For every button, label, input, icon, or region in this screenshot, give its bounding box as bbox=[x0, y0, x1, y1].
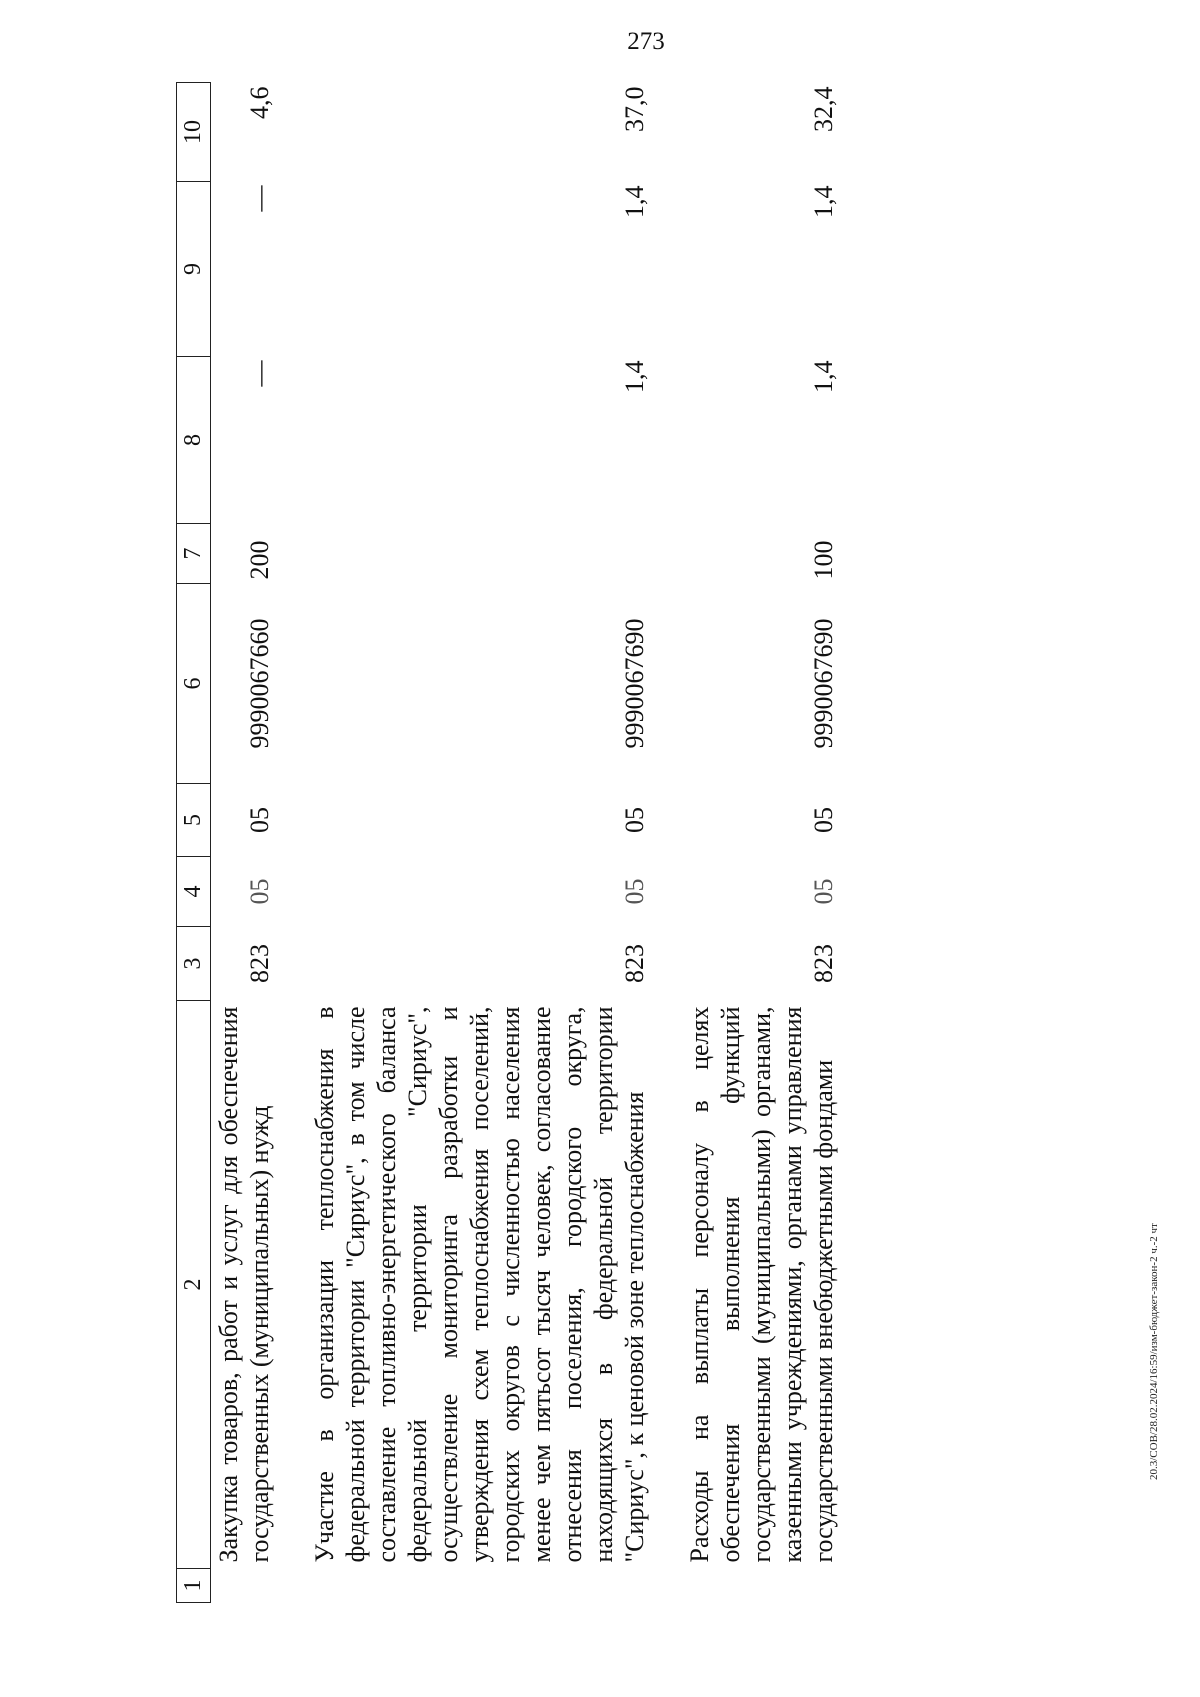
amount-col10: 37,0 bbox=[620, 86, 649, 132]
column-number: 8 bbox=[177, 357, 211, 524]
section-code: 05 bbox=[809, 878, 838, 905]
subsection-code: 05 bbox=[809, 807, 838, 833]
amount-col8: — bbox=[245, 360, 274, 387]
amount-col9: — bbox=[245, 185, 274, 212]
subsection-code: 05 bbox=[245, 807, 274, 833]
amount-col8: 1,4 bbox=[620, 360, 649, 393]
amount-col9: 1,4 bbox=[620, 185, 649, 218]
column-number: 3 bbox=[177, 927, 211, 1001]
column-number: 4 bbox=[177, 857, 211, 927]
row-description: Закупка товаров, работ и услуг для обеспечения государственных (муниципальных) нужд bbox=[214, 1006, 274, 1563]
amount-col10: 4,6 bbox=[245, 86, 274, 119]
table-row bbox=[211, 83, 276, 1603]
row-description: Участие в организации теплоснабжения в федеральной территории "Сириус", в том числе составление топливно-энергетического баланса федеральной территории "Сириус", осуществление мониторинга разработки и утверждения схем теплоснабжения поселений, городских округов с численностью населения менее чем пятьсот тысяч человек, согласование отнесения поселения, городского округа, находящихся в федеральной территории "Сириус", к ценовой зоне теплоснабжения bbox=[310, 1006, 649, 1563]
document-footer-code: 20.3/СОВ/28.02.2024/16:59/изм-бюджет-закон-2 ч.-2 чт bbox=[1148, 1223, 1160, 1480]
column-number: 2 bbox=[177, 1001, 211, 1569]
column-number: 7 bbox=[177, 524, 211, 584]
expense-type-code: 100 bbox=[809, 540, 838, 580]
column-number-row bbox=[177, 83, 211, 1603]
table-row bbox=[275, 83, 650, 1603]
target-article-code: 9990067690 bbox=[809, 618, 838, 749]
page-number: 273 bbox=[627, 28, 665, 55]
expense-type-code bbox=[275, 524, 650, 584]
budget-table bbox=[176, 82, 839, 1603]
column-number: 5 bbox=[177, 784, 211, 857]
ministry-code: 823 bbox=[245, 944, 274, 983]
section-code: 05 bbox=[620, 878, 649, 905]
amount-col9: 1,4 bbox=[809, 185, 838, 218]
column-number: 9 bbox=[177, 182, 211, 357]
column-number: 6 bbox=[177, 584, 211, 784]
target-article-code: 9990067660 bbox=[245, 618, 274, 749]
section-code: 05 bbox=[245, 878, 274, 905]
target-article-code: 9990067690 bbox=[620, 618, 649, 749]
ministry-code: 823 bbox=[809, 944, 838, 983]
table-row bbox=[650, 83, 839, 1603]
amount-col10: 32,4 bbox=[809, 86, 838, 132]
ministry-code: 823 bbox=[620, 944, 649, 983]
subsection-code: 05 bbox=[620, 807, 649, 833]
rotated-table-container bbox=[176, 83, 1096, 1603]
column-number: 1 bbox=[177, 1569, 211, 1603]
expense-type-code: 200 bbox=[245, 540, 274, 580]
amount-col8: 1,4 bbox=[809, 360, 838, 393]
column-number: 10 bbox=[177, 83, 211, 182]
row-description: Расходы на выплаты персоналу в целях обеспечения выполнения функций государственными (муниципальными) органами, казенными учреждениями, органами управления государственными внебюджетными фондами bbox=[685, 1006, 838, 1563]
